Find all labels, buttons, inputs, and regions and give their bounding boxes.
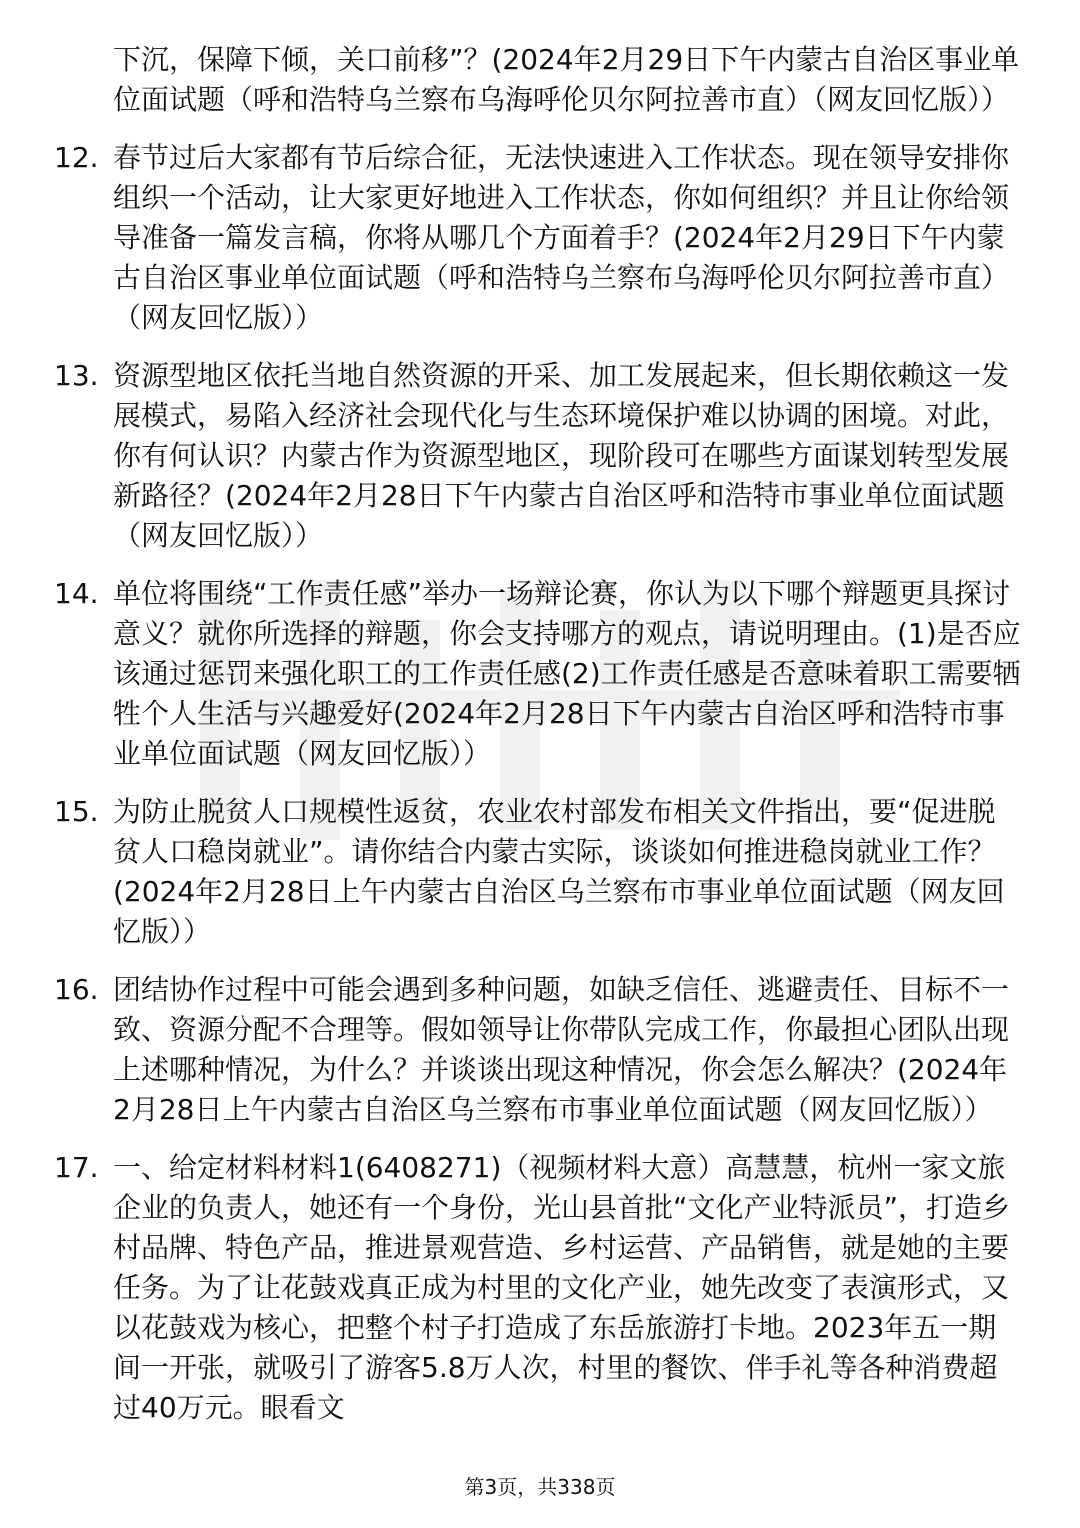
question-number: 15. (54, 795, 99, 828)
question-number: 14. (54, 577, 99, 610)
question-item (0, 138, 1080, 338)
question-item (0, 970, 1080, 1130)
question-number: 17. (54, 1151, 99, 1184)
continuation-paragraph: 下沉，保障下倾，关口前移”？(2024年2月29日下午内蒙古自治区事业单位面试题（呼和浩特乌兰察布乌海呼伦贝尔阿拉善市直）（网友回忆版）） (113, 43, 1020, 116)
document-body (0, 40, 1080, 1428)
question-item (0, 356, 1080, 556)
question-text: 单位将围绕“工作责任感”举办一场辩论赛，你认为以下哪个辩题更具探讨意义？就你所选择的辩题，你会支持哪方的观点，请说明理由。(1)是否应该通过惩罚来强化职工的工作责任感(2)工作责任感是否意味着职工需要牺牲个人生活与兴趣爱好(2024年2月28日下午内蒙古自治区呼和浩特市事业单位面试题（网友回忆版）） (113, 577, 1021, 770)
question-text: 一、给定材料材料1(6408271)（视频材料大意）高慧慧，杭州一家文旅企业的负责人，她还有一个身份，光山县首批“文化产业特派员”，打造乡村品牌、特色产品，推进景观营造、乡村运营、产品销售，就是她的主要任务。为了让花鼓戏真正成为村里的文化产业，她先改变了表演形式，又以花鼓戏为核心，把整个村子打造成了东岳旅游打卡地。2023年五一期间一开张，就吸引了游客5.8万人次，村里的餐饮、伴手礼等各种消费超过40万元。眼看文 (113, 1151, 1011, 1424)
question-text: 资源型地区依托当地自然资源的开采、加工发展起来，但长期依赖这一发展模式，易陷入经济社会现代化与生态环境保护难以协调的困境。对此，你有何认识？内蒙古作为资源型地区，现阶段可在哪些方面谋划转型发展新路径？(2024年2月28日下午内蒙古自治区呼和浩特市事业单位面试题（网友回忆版）） (113, 359, 1010, 552)
question-item (0, 574, 1080, 774)
question-text: 春节过后大家都有节后综合征，无法快速进入工作状态。现在领导安排你组织一个活动，让大家更好地进入工作状态，你如何组织？并且让你给领导准备一篇发言稿，你将从哪几个方面着手？(2024年2月29日下午内蒙古自治区事业单位面试题（呼和浩特乌兰察布乌海呼伦贝尔阿拉善市直）（网友回忆版）） (113, 141, 1010, 334)
question-text: 团结协作过程中可能会遇到多种问题，如缺乏信任、逃避责任、目标不一致、资源分配不合理等。假如领导让你带队完成工作，你最担心团队出现上述哪种情况，为什么？并谈谈出现这种情况，你会怎么解决？(2024年2月28日上午内蒙古自治区乌兰察布市事业单位面试题（网友回忆版）） (113, 973, 1010, 1126)
question-item (0, 1148, 1080, 1428)
question-number: 16. (54, 973, 99, 1006)
question-number: 13. (54, 359, 99, 392)
question-text: 为防止脱贫人口规模性返贫，农业农村部发布相关文件指出，要“促进脱贫人口稳岗就业”。请你结合内蒙古实际，谈谈如何推进稳岗就业工作？(2024年2月28日上午内蒙古自治区乌兰察布市事业单位面试题（网友回忆版）） (113, 795, 1005, 948)
page-footer: 第3页，共338页 (464, 1475, 616, 1499)
question-number: 12. (54, 141, 99, 174)
question-item (0, 792, 1080, 952)
